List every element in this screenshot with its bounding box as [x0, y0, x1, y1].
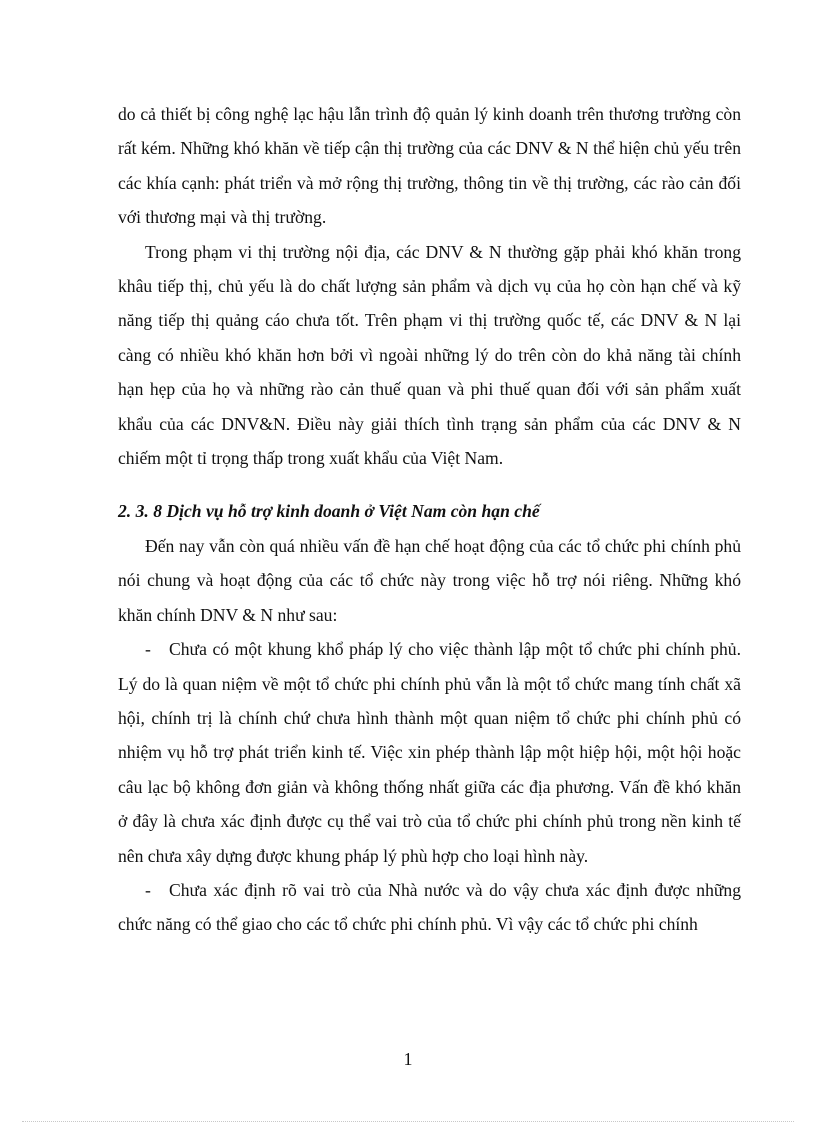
page-body [118, 97, 741, 942]
list-dash: - [145, 879, 151, 900]
list-item-text: Chưa xác định rõ vai trò của Nhà nước và do vậy chưa xác định được những chức năng có thể giao cho các tổ chức phi chính phủ. Vì vậy các tổ chức phi chính [118, 879, 741, 935]
list-item [118, 873, 741, 942]
page-number: 1 [403, 1049, 413, 1069]
paragraph-domestic-international-market: Trong phạm vi thị trường nội địa, các DNV & N thường gặp phải khó khăn trong khâu tiếp thị, chủ yếu là do chất lượng sản phẩm và dịch vụ của họ còn hạn chế và kỹ năng tiếp thị quảng cáo chưa tốt. Trên phạm vi thị trường quốc tế, các DNV & N lại càng có nhiều khó khăn hơn bởi vì ngoài những lý do trên còn do khả năng tài chính hạn hẹp của họ và những rào cản thuế quan và phi thuế quan đối với sản phẩm xuất khẩu của các DNV&N. Điều này giải thích tình trạng sản phẩm của các DNV & N chiếm một tỉ trọng thấp trong xuất khẩu của Việt Nam. [118, 241, 741, 469]
list-dash: - [145, 639, 151, 660]
section-heading: 2. 3. 8 Dịch vụ hỗ trợ kinh doanh ở Việt Nam còn hạn chế [118, 501, 540, 522]
paragraph-market-access: do cả thiết bị công nghệ lạc hậu lẫn trình độ quản lý kinh doanh trên thương trường còn rất kém. Những khó khăn về tiếp cận thị trường của các DNV & N thể hiện chủ yếu trên các khía cạnh: phát triển và mở rộng thị trường, thông tin về thị trường, các rào cản đối với thương mại và thị trường. [118, 104, 741, 228]
list-item [118, 632, 741, 873]
list-item-text: Chưa có một khung khổ pháp lý cho việc thành lập một tổ chức phi chính phủ. Lý do là quan niệm về một tổ chức phi chính phủ vẫn là một tổ chức mang tính chất xã hội, chính trị là chính chứ chưa hình thành một quan niệm tổ chức phi chính phủ có nhiệm vụ hỗ trợ phát triển kinh tế. Việc xin phép thành lập một hiệp hội, một hội hoặc câu lạc bộ không đơn giản và không thống nhất giữa các địa phương. Vấn đề khó khăn ở đây là chưa xác định được cụ thể vai trò của tổ chức phi chính phủ trong nền kinh tế nên chưa xây dựng được khung pháp lý phù hợp cho loại hình này. [118, 639, 741, 866]
section-intro-paragraph: Đến nay vẫn còn quá nhiều vấn đề hạn chế hoạt động của các tổ chức phi chính phủ nói chung và hoạt động của các tổ chức này trong việc hỗ trợ nói riêng. Những khó khăn chính DNV & N như sau: [118, 535, 741, 625]
page-bottom-divider [22, 1121, 794, 1122]
